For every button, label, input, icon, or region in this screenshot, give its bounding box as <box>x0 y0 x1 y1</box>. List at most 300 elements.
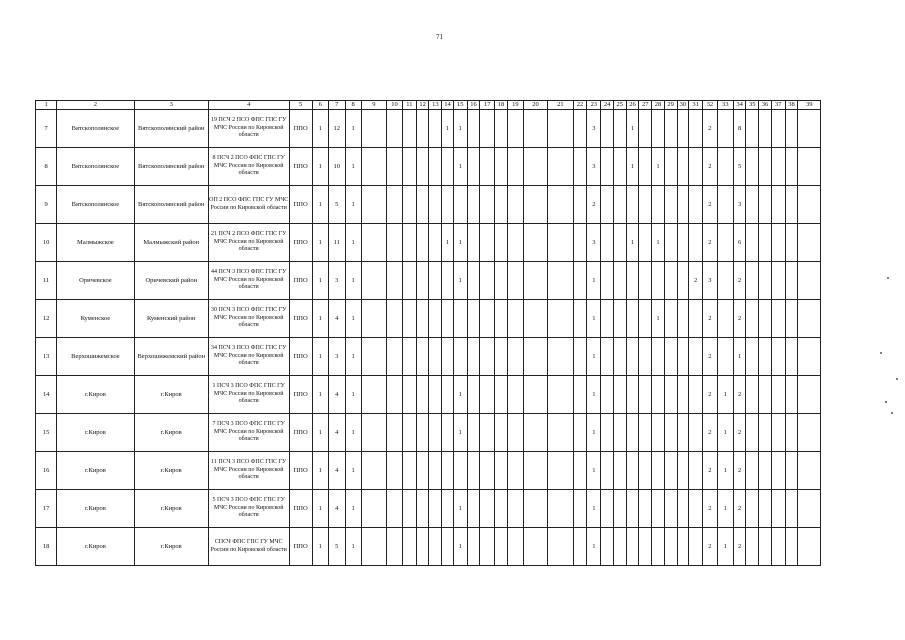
value-cell <box>387 300 403 338</box>
district-cell: г.Киров <box>134 376 208 414</box>
value-cell <box>689 376 703 414</box>
value-cell <box>495 262 508 300</box>
value-cell: 2 <box>702 452 717 490</box>
settlement-cell: Куменское <box>57 300 134 338</box>
type-cell: ППО <box>289 148 312 186</box>
value-cell <box>717 148 733 186</box>
value-cell <box>798 110 821 148</box>
value-cell <box>548 300 573 338</box>
value-cell <box>601 338 614 376</box>
value-cell <box>442 300 454 338</box>
value-cell <box>402 224 416 262</box>
value-cell <box>639 300 652 338</box>
page-number: 71 <box>436 33 443 41</box>
value-cell <box>689 528 703 566</box>
value-cell <box>523 490 547 528</box>
value-cell <box>495 414 508 452</box>
value-cell <box>626 262 639 300</box>
value-cell <box>677 110 689 148</box>
unit-cell: ОП 2 ПСО ФПС ГПС ГУ МЧС России по Кировской области <box>208 186 289 224</box>
value-cell <box>759 110 772 148</box>
value-cell <box>467 262 480 300</box>
value-cell <box>626 376 639 414</box>
row-number: 12 <box>36 300 57 338</box>
value-cell <box>664 262 677 300</box>
value-cell <box>626 338 639 376</box>
value-cell <box>573 224 587 262</box>
value-cell: 1 <box>453 414 467 452</box>
value-cell <box>442 262 454 300</box>
value-cell <box>548 148 573 186</box>
value-cell <box>416 490 429 528</box>
value-cell: 1 <box>345 414 361 452</box>
table-row <box>36 300 821 338</box>
value-cell <box>495 224 508 262</box>
value-cell: 1 <box>733 338 746 376</box>
value-cell <box>664 148 677 186</box>
value-cell <box>548 186 573 224</box>
value-cell <box>495 376 508 414</box>
type-cell: ППО <box>289 490 312 528</box>
column-number: 39 <box>798 101 821 110</box>
row-number: 13 <box>36 338 57 376</box>
value-cell <box>548 452 573 490</box>
value-cell <box>759 452 772 490</box>
value-cell: 11 <box>328 224 345 262</box>
value-cell <box>677 262 689 300</box>
district-cell: г.Киров <box>134 490 208 528</box>
value-cell <box>387 528 403 566</box>
row-number: 14 <box>36 376 57 414</box>
value-cell <box>573 490 587 528</box>
value-cell <box>429 262 442 300</box>
value-cell: 1 <box>312 490 328 528</box>
value-cell: 3 <box>587 148 601 186</box>
value-cell: 1 <box>587 338 601 376</box>
value-cell <box>798 490 821 528</box>
value-cell <box>387 224 403 262</box>
value-cell <box>442 186 454 224</box>
column-number: 2 <box>57 101 134 110</box>
value-cell <box>387 452 403 490</box>
value-cell <box>689 414 703 452</box>
unit-cell: 5 ПСЧ 3 ПСО ФПС ГПС ГУ МЧС России по Кировской области <box>208 490 289 528</box>
value-cell <box>746 224 759 262</box>
value-cell: 1 <box>345 224 361 262</box>
value-cell <box>442 376 454 414</box>
value-cell <box>416 262 429 300</box>
unit-cell: 30 ПСЧ 3 ПСО ФПС ГПС ГУ МЧС России по Кировской области <box>208 300 289 338</box>
value-cell <box>361 300 386 338</box>
value-cell <box>798 528 821 566</box>
value-cell <box>429 414 442 452</box>
value-cell: 1 <box>453 110 467 148</box>
value-cell <box>652 110 665 148</box>
value-cell <box>387 490 403 528</box>
value-cell <box>759 414 772 452</box>
value-cell <box>613 224 626 262</box>
value-cell <box>523 262 547 300</box>
value-cell <box>416 376 429 414</box>
value-cell <box>771 528 785 566</box>
value-cell: 1 <box>312 528 328 566</box>
value-cell <box>429 376 442 414</box>
value-cell <box>361 186 386 224</box>
value-cell <box>785 376 798 414</box>
settlement-cell: г.Киров <box>57 452 134 490</box>
value-cell <box>507 376 523 414</box>
value-cell <box>746 452 759 490</box>
value-cell <box>601 528 614 566</box>
value-cell <box>798 300 821 338</box>
value-cell: 1 <box>312 300 328 338</box>
value-cell <box>677 452 689 490</box>
value-cell <box>771 338 785 376</box>
value-cell <box>601 490 614 528</box>
value-cell <box>677 148 689 186</box>
value-cell <box>416 186 429 224</box>
value-cell <box>573 110 587 148</box>
value-cell <box>402 110 416 148</box>
report-table-sheet <box>35 100 821 567</box>
row-number: 17 <box>36 490 57 528</box>
value-cell <box>613 338 626 376</box>
value-cell <box>639 414 652 452</box>
column-number: 35 <box>746 101 759 110</box>
value-cell <box>361 148 386 186</box>
value-cell <box>429 528 442 566</box>
column-number: 34 <box>733 101 746 110</box>
value-cell <box>467 376 480 414</box>
value-cell <box>785 490 798 528</box>
value-cell <box>507 262 523 300</box>
value-cell: 3 <box>328 338 345 376</box>
settlement-cell: Вятскополянское <box>57 148 134 186</box>
value-cell <box>771 110 785 148</box>
table-row <box>36 490 821 528</box>
value-cell <box>495 300 508 338</box>
value-cell: 3 <box>733 186 746 224</box>
value-cell <box>626 186 639 224</box>
value-cell <box>387 186 403 224</box>
scan-speck <box>891 412 893 414</box>
value-cell: 4 <box>328 490 345 528</box>
value-cell <box>652 490 665 528</box>
value-cell: 2 <box>702 528 717 566</box>
value-cell <box>785 338 798 376</box>
value-cell: 2 <box>702 338 717 376</box>
value-cell: 4 <box>328 414 345 452</box>
value-cell: 1 <box>312 452 328 490</box>
value-cell <box>771 452 785 490</box>
value-cell: 2 <box>702 186 717 224</box>
column-number: 6 <box>312 101 328 110</box>
value-cell <box>664 528 677 566</box>
value-cell <box>652 338 665 376</box>
value-cell <box>664 186 677 224</box>
value-cell <box>402 338 416 376</box>
row-number: 11 <box>36 262 57 300</box>
value-cell: 1 <box>717 528 733 566</box>
value-cell <box>402 262 416 300</box>
value-cell <box>798 262 821 300</box>
value-cell <box>480 110 495 148</box>
row-number: 18 <box>36 528 57 566</box>
column-number: 21 <box>548 101 573 110</box>
column-number: 28 <box>652 101 665 110</box>
value-cell: 1 <box>345 186 361 224</box>
value-cell <box>771 148 785 186</box>
value-cell <box>480 490 495 528</box>
value-cell <box>429 490 442 528</box>
value-cell <box>759 376 772 414</box>
table-row <box>36 262 821 300</box>
value-cell: 1 <box>587 490 601 528</box>
column-number: 10 <box>387 101 403 110</box>
value-cell: 1 <box>587 414 601 452</box>
value-cell <box>523 376 547 414</box>
value-cell: 1 <box>652 300 665 338</box>
district-cell: Вятскополянский район <box>134 186 208 224</box>
value-cell <box>402 528 416 566</box>
value-cell: 1 <box>345 452 361 490</box>
row-number: 10 <box>36 224 57 262</box>
value-cell <box>361 110 386 148</box>
value-cell: 1 <box>587 376 601 414</box>
value-cell <box>416 452 429 490</box>
value-cell <box>746 376 759 414</box>
value-cell <box>402 148 416 186</box>
value-cell: 6 <box>733 224 746 262</box>
value-cell <box>785 262 798 300</box>
row-number: 7 <box>36 110 57 148</box>
value-cell <box>442 338 454 376</box>
value-cell <box>387 262 403 300</box>
value-cell: 1 <box>312 376 328 414</box>
value-cell <box>639 148 652 186</box>
value-cell: 1 <box>442 224 454 262</box>
column-number: 30 <box>677 101 689 110</box>
column-number: 20 <box>523 101 547 110</box>
value-cell: 1 <box>345 300 361 338</box>
value-cell <box>442 148 454 186</box>
district-cell: г.Киров <box>134 452 208 490</box>
settlement-cell: Оричевское <box>57 262 134 300</box>
value-cell <box>523 224 547 262</box>
settlement-cell: г.Киров <box>57 376 134 414</box>
unit-cell: 34 ПСЧ 3 ПСО ФПС ГПС ГУ МЧС России по Кировской области <box>208 338 289 376</box>
value-cell <box>601 300 614 338</box>
value-cell <box>507 300 523 338</box>
value-cell <box>416 300 429 338</box>
column-number: 16 <box>467 101 480 110</box>
value-cell <box>798 186 821 224</box>
value-cell <box>467 528 480 566</box>
value-cell <box>798 224 821 262</box>
value-cell: 2 <box>702 110 717 148</box>
value-cell: 1 <box>345 338 361 376</box>
value-cell <box>573 186 587 224</box>
district-cell: Вятскополянский район <box>134 148 208 186</box>
value-cell <box>495 452 508 490</box>
value-cell <box>717 110 733 148</box>
value-cell <box>717 300 733 338</box>
district-cell: Оричевский район <box>134 262 208 300</box>
value-cell <box>495 186 508 224</box>
value-cell: 1 <box>312 224 328 262</box>
value-cell <box>639 528 652 566</box>
value-cell <box>429 338 442 376</box>
type-cell: ППО <box>289 338 312 376</box>
value-cell <box>759 262 772 300</box>
table-row <box>36 528 821 566</box>
settlement-cell: Вятскополянское <box>57 110 134 148</box>
value-cell <box>453 338 467 376</box>
value-cell <box>613 414 626 452</box>
type-cell: ППО <box>289 186 312 224</box>
value-cell <box>453 452 467 490</box>
value-cell: 1 <box>453 376 467 414</box>
column-number: 3 <box>134 101 208 110</box>
value-cell: 2 <box>702 376 717 414</box>
column-number: 8 <box>345 101 361 110</box>
value-cell <box>689 148 703 186</box>
column-number: 26 <box>626 101 639 110</box>
value-cell <box>429 452 442 490</box>
value-cell <box>480 300 495 338</box>
column-number: 29 <box>664 101 677 110</box>
value-cell <box>573 376 587 414</box>
value-cell <box>480 414 495 452</box>
value-cell <box>717 262 733 300</box>
value-cell: 1 <box>587 452 601 490</box>
value-cell <box>601 110 614 148</box>
value-cell <box>442 414 454 452</box>
district-cell: Малмыжский район <box>134 224 208 262</box>
value-cell <box>664 414 677 452</box>
value-cell <box>467 110 480 148</box>
table-row <box>36 338 821 376</box>
value-cell: 1 <box>587 528 601 566</box>
column-number: 36 <box>759 101 772 110</box>
value-cell <box>771 186 785 224</box>
value-cell <box>480 224 495 262</box>
value-cell <box>677 414 689 452</box>
value-cell <box>746 300 759 338</box>
value-cell <box>523 186 547 224</box>
report-table <box>35 100 821 566</box>
settlement-cell: Верхошижемское <box>57 338 134 376</box>
value-cell <box>689 224 703 262</box>
value-cell: 1 <box>453 528 467 566</box>
value-cell: 2 <box>702 490 717 528</box>
value-cell <box>746 490 759 528</box>
value-cell <box>573 528 587 566</box>
value-cell: 3 <box>587 110 601 148</box>
value-cell <box>717 338 733 376</box>
value-cell <box>613 300 626 338</box>
value-cell <box>601 262 614 300</box>
settlement-cell: Малмыжское <box>57 224 134 262</box>
value-cell <box>664 224 677 262</box>
table-row <box>36 376 821 414</box>
value-cell: 4 <box>328 376 345 414</box>
value-cell <box>746 110 759 148</box>
value-cell <box>771 490 785 528</box>
value-cell <box>429 110 442 148</box>
value-cell <box>613 262 626 300</box>
column-number-row <box>36 101 821 110</box>
value-cell <box>402 452 416 490</box>
value-cell <box>746 148 759 186</box>
column-number: 9 <box>361 101 386 110</box>
value-cell <box>689 338 703 376</box>
value-cell <box>664 300 677 338</box>
value-cell <box>689 490 703 528</box>
value-cell <box>507 148 523 186</box>
value-cell <box>613 110 626 148</box>
column-number: 4 <box>208 101 289 110</box>
value-cell <box>677 186 689 224</box>
column-number: 14 <box>442 101 454 110</box>
value-cell <box>387 414 403 452</box>
table-row <box>36 414 821 452</box>
value-cell <box>759 338 772 376</box>
value-cell: 2 <box>587 186 601 224</box>
value-cell <box>785 224 798 262</box>
column-number: 32 <box>702 101 717 110</box>
value-cell <box>548 110 573 148</box>
value-cell <box>548 224 573 262</box>
value-cell <box>601 414 614 452</box>
value-cell: 5 <box>328 528 345 566</box>
value-cell <box>652 262 665 300</box>
value-cell: 1 <box>453 148 467 186</box>
value-cell <box>771 414 785 452</box>
value-cell: 1 <box>345 110 361 148</box>
value-cell: 3 <box>702 262 717 300</box>
value-cell <box>717 186 733 224</box>
value-cell <box>523 148 547 186</box>
column-number: 18 <box>495 101 508 110</box>
value-cell <box>613 452 626 490</box>
row-number: 9 <box>36 186 57 224</box>
value-cell <box>495 338 508 376</box>
value-cell: 1 <box>626 110 639 148</box>
value-cell: 2 <box>733 414 746 452</box>
value-cell <box>664 110 677 148</box>
value-cell: 3 <box>587 224 601 262</box>
value-cell <box>361 490 386 528</box>
district-cell: Вятскополянский район <box>134 110 208 148</box>
value-cell <box>759 490 772 528</box>
value-cell <box>798 148 821 186</box>
value-cell <box>613 186 626 224</box>
table-row <box>36 186 821 224</box>
value-cell <box>626 490 639 528</box>
column-number: 17 <box>480 101 495 110</box>
column-number: 7 <box>328 101 345 110</box>
value-cell <box>523 414 547 452</box>
value-cell <box>677 376 689 414</box>
value-cell: 1 <box>345 262 361 300</box>
value-cell <box>467 224 480 262</box>
value-cell <box>798 376 821 414</box>
value-cell <box>652 452 665 490</box>
value-cell <box>361 376 386 414</box>
value-cell: 2 <box>702 414 717 452</box>
column-number: 27 <box>639 101 652 110</box>
